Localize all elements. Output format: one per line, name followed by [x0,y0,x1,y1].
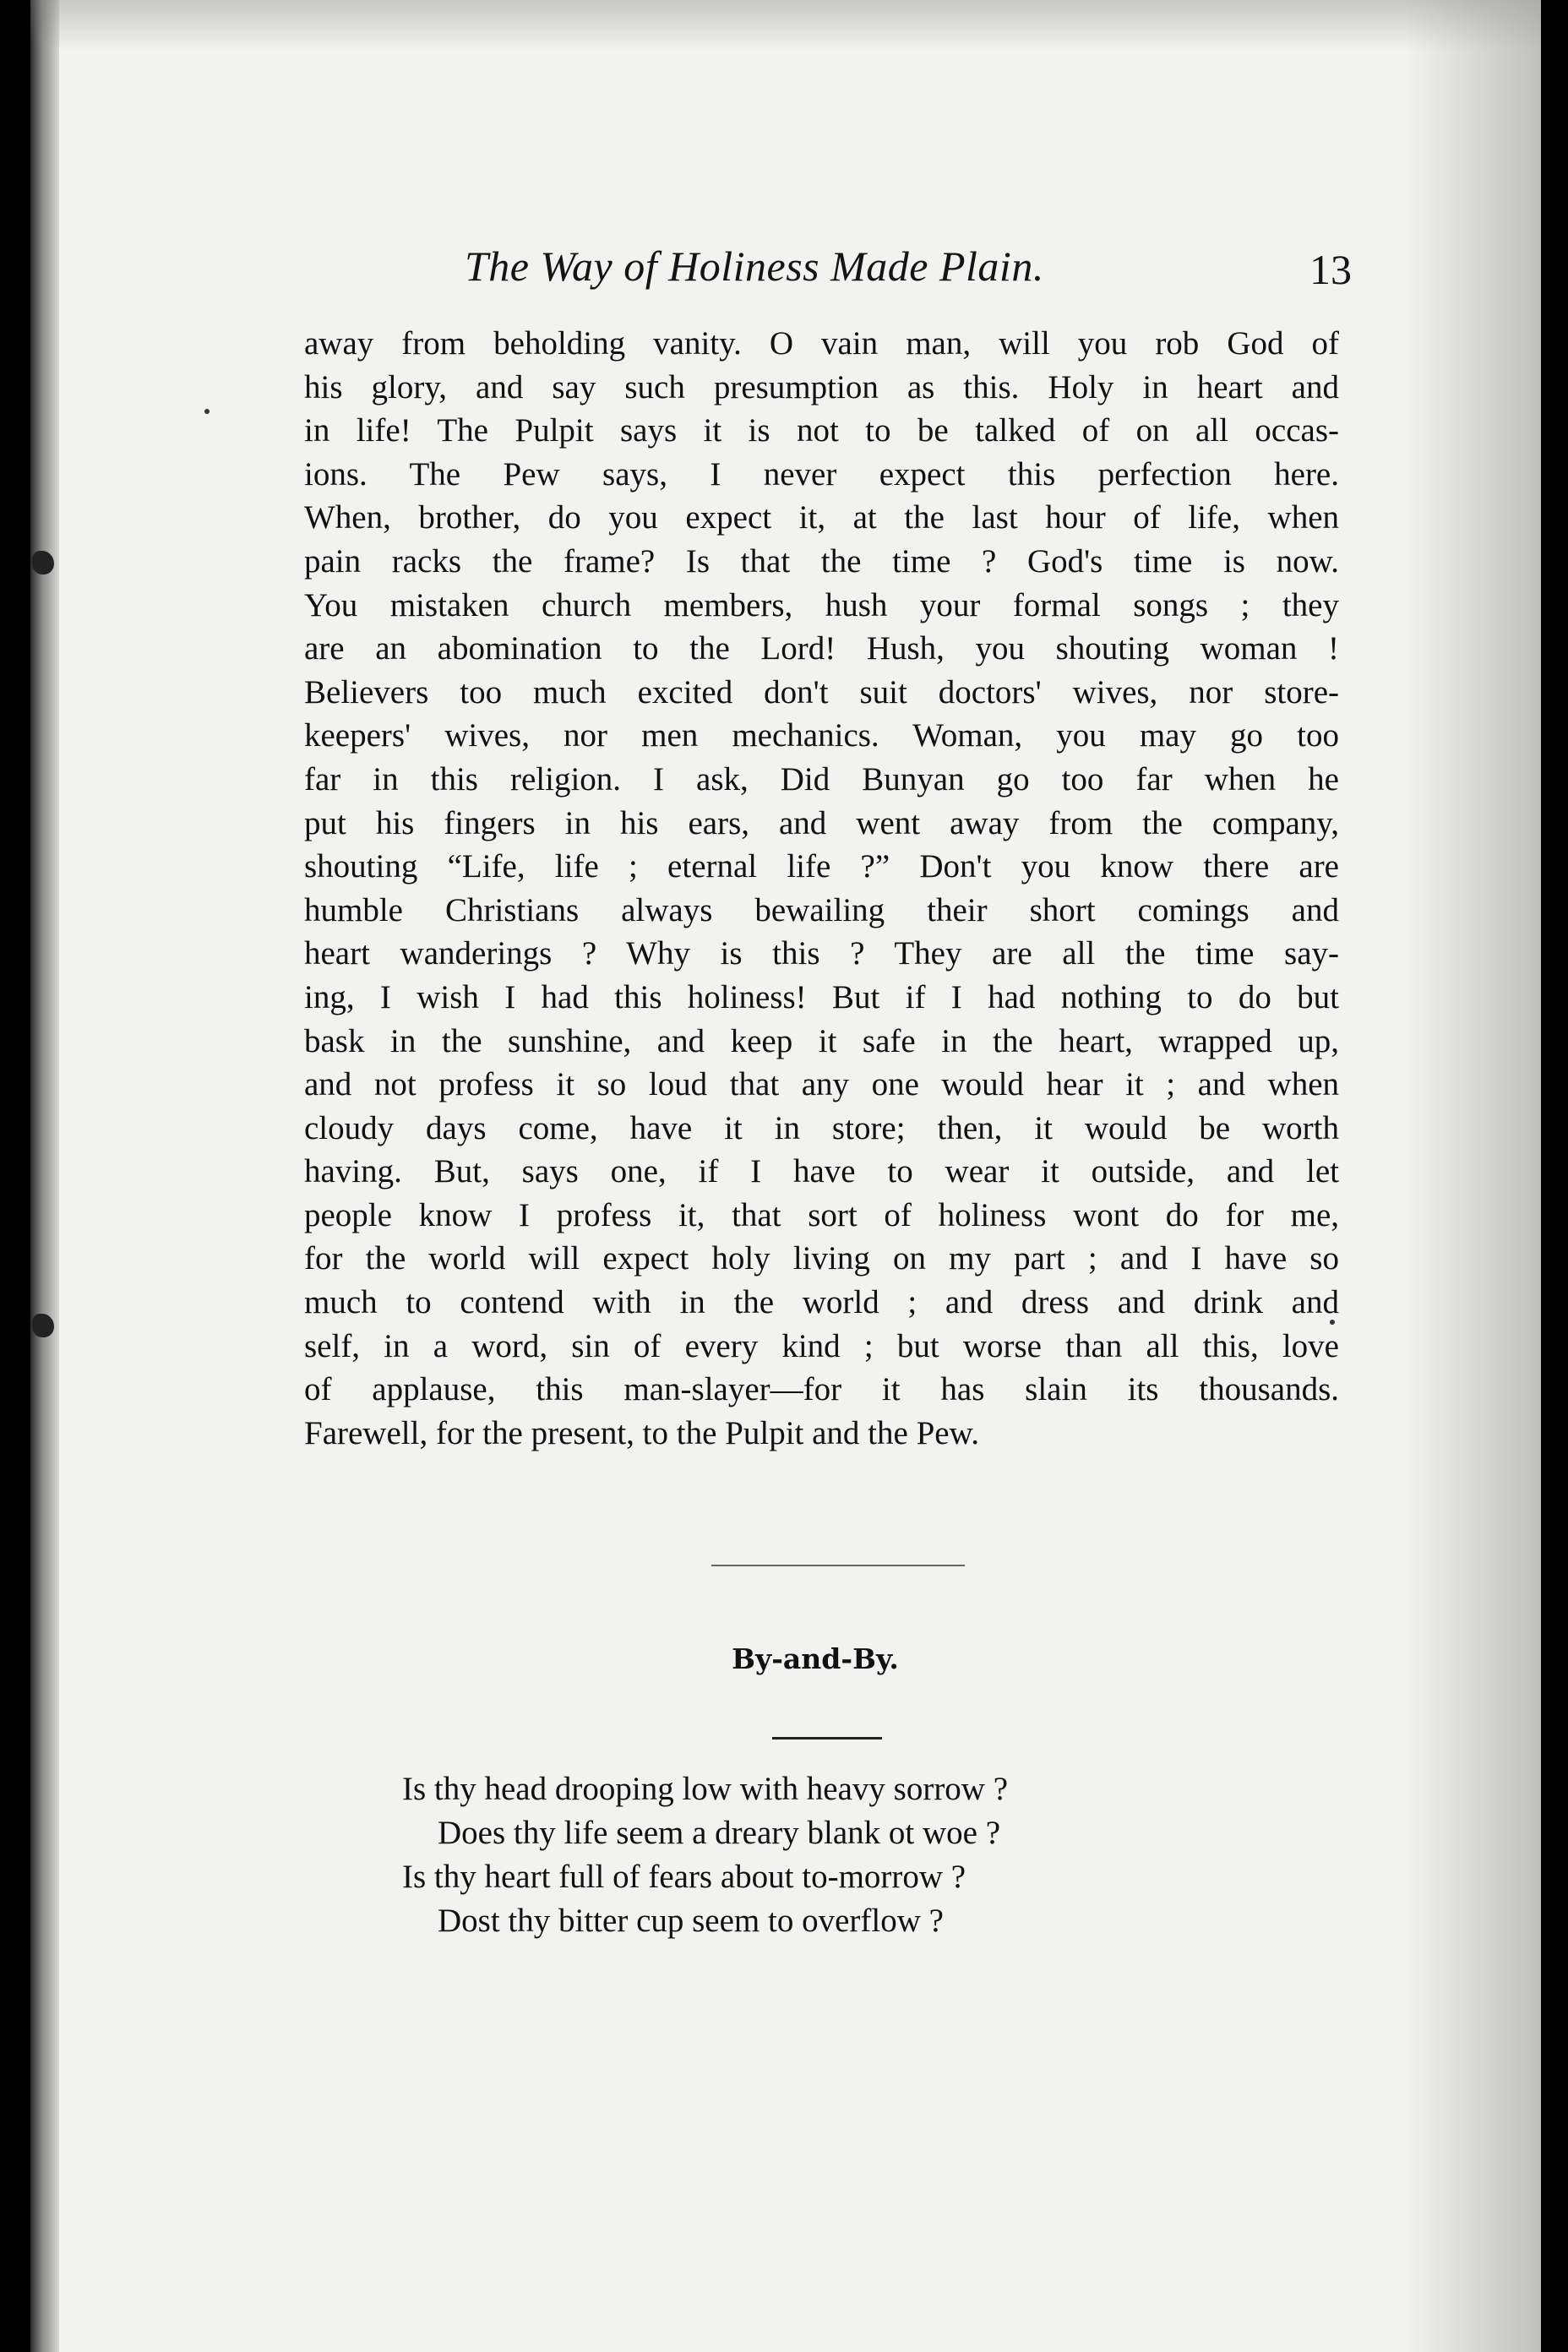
text-line: for the world will expect holy living on my part ; and I have so [304,1240,1339,1277]
running-head-title: The Way of Holiness Made Plain. [465,242,1044,290]
text-line: in life! The Pulpit says it is not to be talked of on all occas- [304,412,1339,449]
text-line: pain racks the frame? Is that the time ? God's time is now. [304,542,1339,580]
text-line: having. But, says one, if I have to wear it outside, and let [304,1153,1339,1190]
text-line: keepers' wives, nor men mechanics. Woman, you may go too [304,717,1339,754]
text-line: heart wanderings ? Why is this ? They are all the time say- [304,935,1339,972]
text-line: cloudy days come, have it in store; then, it would be worth [304,1109,1339,1146]
page-fold-shadow [30,0,59,2352]
poem-stanza [402,1767,1247,1943]
page-number: 13 [1309,246,1352,293]
text-line: of applause, this man-slayer—for it has slain its thousands. [304,1371,1339,1408]
text-line: shouting “Life, life ; eternal life ?” Don't you know there are [304,848,1339,885]
text-line: ing, I wish I had this holiness! But if I had nothing to do but [304,978,1339,1015]
poem-title: By-and-By. [732,1642,899,1675]
body-paragraph [304,322,1339,1455]
poem-line: Is thy head drooping low with heavy sorrow ? [402,1771,1009,1807]
ink-speck [204,409,210,414]
page-right-shadow [1406,0,1541,2352]
poem-line: Dost thy bitter cup seem to overflow ? [438,1903,944,1939]
book-page [30,0,1541,2352]
text-line: people know I profess it, that sort of holiness wont do for me, [304,1196,1339,1233]
text-line: Farewell, for the present, to the Pulpit and the Pew. [304,1414,979,1451]
text-line: self, in a word, sin of every kind ; but worse than all this, love [304,1327,1339,1364]
title-underline-rule [772,1737,882,1740]
text-line: and not profess it so loud that any one would hear it ; and when [304,1066,1339,1103]
running-header [304,242,1352,301]
section-divider-rule [711,1565,965,1566]
poem-line: Is thy heart full of fears about to-morrow ? [402,1859,966,1895]
text-line: When, brother, do you expect it, at the last hour of life, when [304,499,1339,536]
text-line: ions. The Pew says, I never expect this perfection here. [304,455,1339,493]
poem-line: Does thy life seem a dreary blank ot woe ? [438,1815,1001,1851]
text-line: put his fingers in his ears, and went away from the company, [304,804,1339,841]
text-line: Believers too much excited don't suit doctors' wives, nor store- [304,673,1339,710]
text-line: far in this religion. I ask, Did Bunyan go too far when he [304,760,1339,798]
text-line: bask in the sunshine, and keep it safe in the heart, wrapped up, [304,1022,1339,1059]
text-line: are an abomination to the Lord! Hush, you shouting woman ! [304,630,1339,667]
margin-ink-mark [32,1314,54,1337]
page-top-shadow [30,0,1541,51]
text-line: You mistaken church members, hush your formal songs ; they [304,586,1339,623]
text-line: away from beholding vanity. O vain man, will you rob God of [304,325,1339,362]
margin-ink-mark [32,551,54,574]
text-line: his glory, and say such presumption as this. Holy in heart and [304,368,1339,406]
text-line: much to contend with in the world ; and dress and drink and [304,1284,1339,1321]
text-line: humble Christians always bewailing their short comings and [304,891,1339,928]
